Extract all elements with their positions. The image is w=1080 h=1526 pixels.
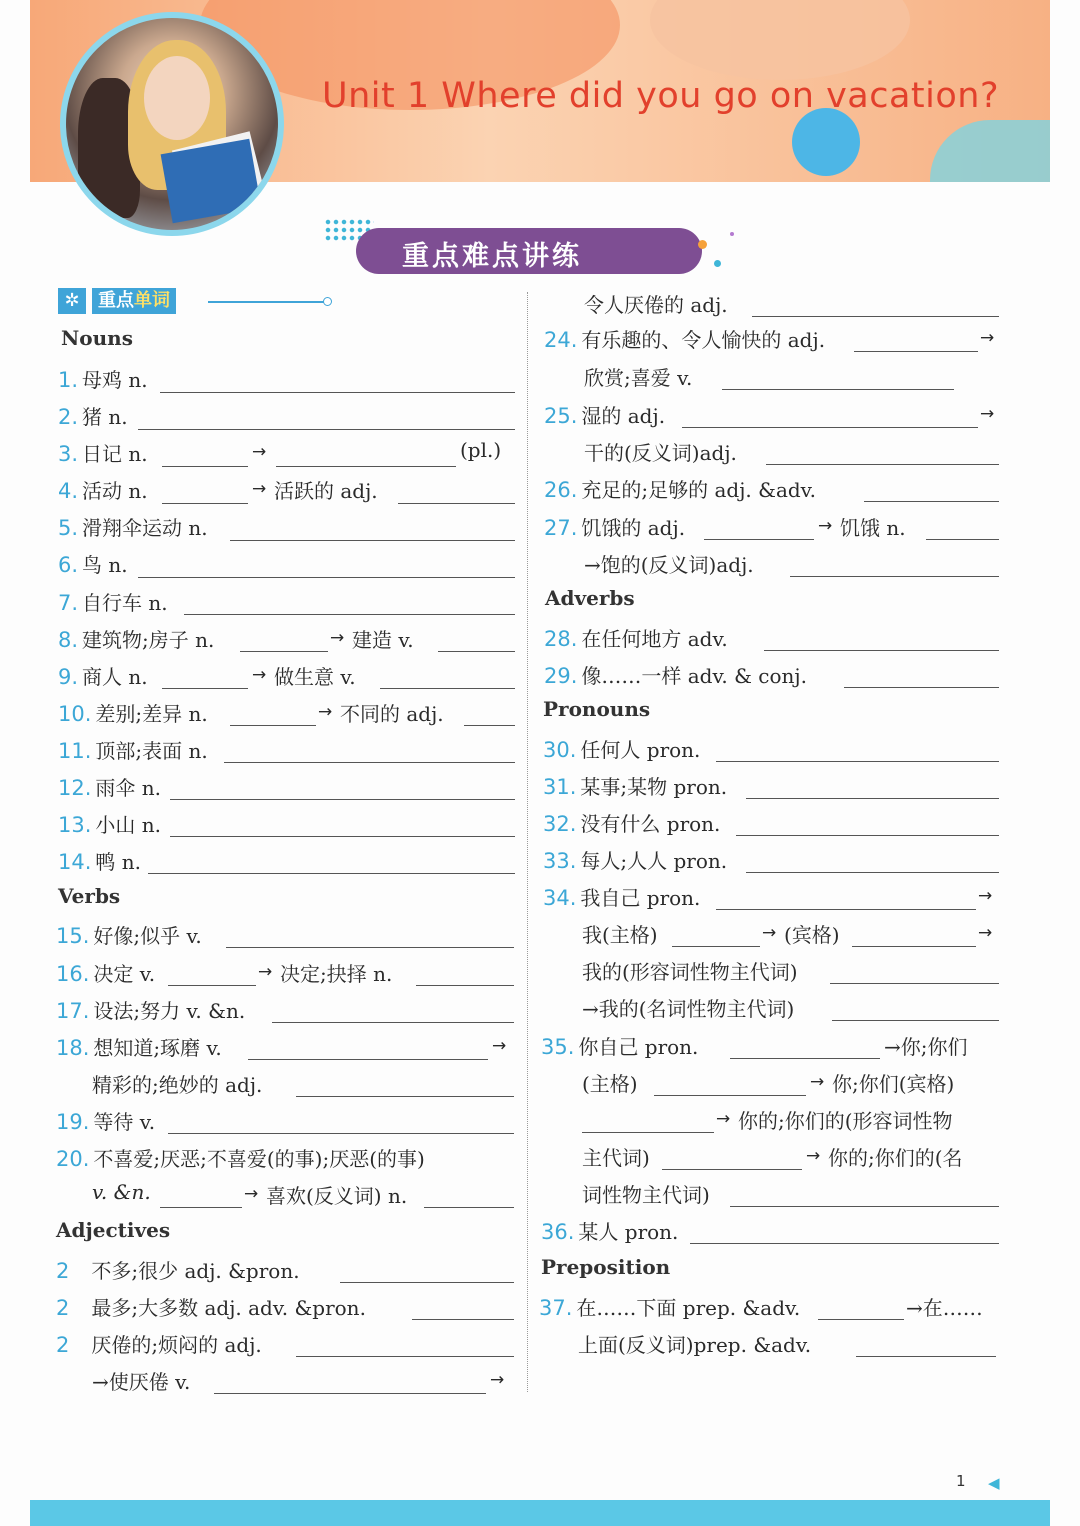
answer-blank[interactable] xyxy=(162,503,248,504)
item-prompt: 母鸡 n. xyxy=(82,368,148,392)
item-prompt: 小山 n. xyxy=(95,813,162,837)
vocab-item xyxy=(92,1180,151,1216)
vocab-item xyxy=(56,1032,222,1068)
vocab-label-suffix: 单词 xyxy=(134,290,170,311)
item-number: 10. xyxy=(58,702,92,726)
item-mid-text: (宾格) xyxy=(784,923,840,947)
answer-blank[interactable] xyxy=(424,1207,514,1208)
vocab-item xyxy=(543,808,720,844)
answer-blank[interactable] xyxy=(832,1020,999,1021)
item-prompt: 设法;努力 v. &n. xyxy=(93,999,246,1023)
vocab-item xyxy=(92,1069,262,1105)
answer-blank[interactable] xyxy=(380,688,515,689)
item-number: 31. xyxy=(543,775,577,799)
item-tail xyxy=(906,1292,983,1328)
vocab-item xyxy=(584,289,728,325)
vocab-item xyxy=(56,1255,300,1291)
item-prompt: 决定 v. xyxy=(93,962,156,986)
item-mid-text: 喜欢(反义词) n. xyxy=(266,1184,408,1208)
photo-figure xyxy=(161,139,262,224)
answer-blank[interactable] xyxy=(230,540,515,541)
item-mid xyxy=(840,512,906,548)
vocab-item xyxy=(544,324,825,360)
vocab-item xyxy=(58,549,128,585)
arrow-icon: → xyxy=(258,962,273,982)
item-mid xyxy=(266,1180,407,1216)
answer-blank[interactable] xyxy=(464,725,515,726)
vocab-label xyxy=(92,288,176,314)
item-prompt: 猪 n. xyxy=(82,405,128,429)
item-prompt: →使厌倦 v. xyxy=(92,1370,191,1394)
answer-blank[interactable] xyxy=(296,1356,514,1357)
answer-blank[interactable] xyxy=(736,835,999,836)
item-prompt: 像……一样 adv. & conj. xyxy=(581,664,807,688)
answer-blank[interactable] xyxy=(138,429,515,430)
vocab-item xyxy=(58,809,161,845)
vocab-item xyxy=(58,401,128,437)
vocab-icon: ✲ xyxy=(58,288,86,314)
decor-dot xyxy=(714,260,721,267)
arrow-icon: → xyxy=(330,628,345,648)
answer-blank[interactable] xyxy=(276,466,456,467)
answer-blank[interactable] xyxy=(226,947,514,948)
item-mid-text: 建造 v. xyxy=(352,628,414,652)
vocab-item xyxy=(58,364,148,400)
vocab-item xyxy=(582,1068,638,1104)
answer-blank[interactable] xyxy=(790,576,999,577)
item-mid-text: 决定;抉择 n. xyxy=(280,962,393,986)
vocab-item xyxy=(578,1329,811,1365)
answer-blank[interactable] xyxy=(752,316,999,317)
answer-blank[interactable] xyxy=(730,1058,880,1059)
item-mid xyxy=(280,958,392,994)
item-prompt: 不多;很少 adj. &pron. xyxy=(91,1259,300,1283)
item-mid-text: 你的;你们的(形容词性物 xyxy=(738,1109,953,1133)
item-number: 28. xyxy=(544,627,578,651)
vocab-item xyxy=(544,474,816,510)
vocab-item xyxy=(56,920,202,956)
item-prompt: 雨伞 n. xyxy=(95,776,162,800)
item-number: 30. xyxy=(543,738,577,762)
item-prompt: 词性物主代词) xyxy=(582,1183,710,1207)
answer-blank[interactable] xyxy=(682,427,978,428)
item-number: 14. xyxy=(58,850,92,874)
answer-blank[interactable] xyxy=(412,1319,514,1320)
item-number: 6. xyxy=(58,553,79,577)
item-mid-text: 你;你们(宾格) xyxy=(832,1072,955,1096)
item-mid xyxy=(832,1068,954,1104)
answer-blank[interactable] xyxy=(854,351,978,352)
unit-title: Unit 1 Where did you go on vacation? xyxy=(322,76,1000,116)
item-number: 15. xyxy=(56,924,90,948)
answer-blank[interactable] xyxy=(730,1206,999,1207)
item-tail-text: →在…… xyxy=(906,1296,983,1320)
item-mid-text: 活跃的 adj. xyxy=(274,479,378,503)
item-number: 16. xyxy=(56,962,90,986)
item-prompt: 令人厌倦的 adj. xyxy=(584,293,728,317)
item-prompt: 顶部;表面 n. xyxy=(95,739,208,763)
vocab-item xyxy=(58,438,148,474)
vocab-item xyxy=(543,882,700,918)
vocab-item xyxy=(544,400,665,436)
answer-blank[interactable] xyxy=(818,1319,904,1320)
section-title: 重点难点讲练 xyxy=(402,241,582,272)
item-number: 19. xyxy=(56,1110,90,1134)
arrow-icon: → xyxy=(490,1370,505,1390)
answer-blank[interactable] xyxy=(704,539,814,540)
item-number: 27. xyxy=(544,516,578,540)
arrow-icon: → xyxy=(978,886,993,906)
item-suffix-text: (pl.) xyxy=(460,438,502,462)
vocab-item xyxy=(582,919,658,955)
arrow-icon: → xyxy=(252,442,267,462)
vocab-item xyxy=(58,698,208,734)
vocab-item xyxy=(543,771,727,807)
item-prompt: (主格) xyxy=(582,1072,638,1096)
answer-blank[interactable] xyxy=(926,539,999,540)
item-prompt: 我(主格) xyxy=(582,923,658,947)
item-prompt: 等待 v. xyxy=(93,1110,156,1134)
item-prompt: 鸭 n. xyxy=(95,850,142,874)
item-prompt: →饱的(反义词)adj. xyxy=(584,553,754,577)
answer-blank[interactable] xyxy=(160,392,515,393)
item-prompt: 好像;似乎 v. xyxy=(93,924,202,948)
vocab-item xyxy=(582,1179,710,1215)
vocab-item xyxy=(539,1292,800,1328)
answer-blank[interactable] xyxy=(224,762,515,763)
item-prompt: 建筑物;房子 n. xyxy=(82,628,215,652)
item-number: 26. xyxy=(544,478,578,502)
page-arrow-icon: ◀ xyxy=(988,1474,1000,1492)
item-number: 29. xyxy=(544,664,578,688)
item-prompt: 每人;人人 pron. xyxy=(580,849,728,873)
item-prompt: 日记 n. xyxy=(82,442,148,466)
item-number: 34. xyxy=(543,886,577,910)
item-mid xyxy=(784,919,840,955)
item-prompt: 想知道;琢磨 v. xyxy=(93,1036,222,1060)
answer-blank[interactable] xyxy=(856,1356,996,1357)
arrow-icon: → xyxy=(980,404,995,424)
answer-blank[interactable] xyxy=(764,650,999,651)
page-number: 1 xyxy=(956,1472,966,1490)
vocab-item xyxy=(58,735,208,771)
answer-blank[interactable] xyxy=(766,464,999,465)
arrow-icon: → xyxy=(810,1072,825,1092)
photo-figure xyxy=(144,56,210,140)
vocab-label-prefix: 重点 xyxy=(98,290,134,311)
item-mid-text: 做生意 v. xyxy=(274,665,356,689)
answer-blank[interactable] xyxy=(148,873,515,874)
item-prompt: 厌倦的;烦闷的 adj. xyxy=(91,1333,262,1357)
vocab-item xyxy=(56,1329,262,1365)
item-number: 5. xyxy=(58,516,79,540)
vocab-item xyxy=(56,1106,155,1142)
answer-blank[interactable] xyxy=(438,651,515,652)
item-number: 35. xyxy=(541,1035,575,1059)
answer-blank[interactable] xyxy=(852,946,976,947)
item-prompt: 有乐趣的、令人愉快的 adj. xyxy=(581,328,826,352)
vocab-item xyxy=(544,660,807,696)
item-prompt: 没有什么 pron. xyxy=(580,812,721,836)
answer-blank[interactable] xyxy=(844,687,999,688)
item-number: 25. xyxy=(544,404,578,428)
heading-nouns: Nouns xyxy=(61,326,133,350)
vocab-item xyxy=(582,993,794,1029)
column-divider xyxy=(527,292,528,1392)
answer-blank[interactable] xyxy=(240,651,328,652)
vocab-item xyxy=(544,512,685,548)
arrow-icon: → xyxy=(252,479,267,499)
item-number: 3. xyxy=(58,442,79,466)
answer-blank[interactable] xyxy=(170,799,515,800)
item-prompt: 滑翔伞运动 n. xyxy=(82,516,208,540)
decor-shape xyxy=(930,120,1050,182)
answer-blank[interactable] xyxy=(168,985,256,986)
vocab-item xyxy=(541,1216,678,1252)
item-number: 9. xyxy=(58,665,79,689)
answer-blank[interactable] xyxy=(416,985,514,986)
item-number: 17. xyxy=(56,999,90,1023)
answer-blank[interactable] xyxy=(690,1243,999,1244)
decor-dot xyxy=(730,232,734,236)
answer-blank[interactable] xyxy=(830,983,999,984)
heading-pronouns: Pronouns xyxy=(543,697,651,721)
answer-blank[interactable] xyxy=(654,1095,806,1096)
vocab-item xyxy=(56,958,155,994)
item-prompt: 鸟 n. xyxy=(82,553,128,577)
answer-blank[interactable] xyxy=(160,1207,242,1208)
answer-blank[interactable] xyxy=(340,1282,514,1283)
item-prompt: 某事;某物 pron. xyxy=(580,775,728,799)
item-prompt: 我自己 pron. xyxy=(580,886,701,910)
item-number: 13. xyxy=(58,813,92,837)
item-prompt: 某人 pron. xyxy=(578,1220,679,1244)
item-mid xyxy=(738,1105,953,1141)
vocab-line xyxy=(208,301,324,303)
item-prompt: v. &n. xyxy=(92,1180,151,1204)
vocab-item xyxy=(584,362,692,398)
answer-blank[interactable] xyxy=(162,466,248,467)
vocab-item xyxy=(58,846,141,882)
item-tail xyxy=(884,1031,968,1067)
item-prompt: 在……下面 prep. &adv. xyxy=(576,1296,801,1320)
item-number: 4. xyxy=(58,479,79,503)
item-number: 33. xyxy=(543,849,577,873)
item-number: 37. xyxy=(539,1296,573,1320)
item-prompt: 活动 n. xyxy=(82,479,148,503)
item-number: 2 xyxy=(56,1333,70,1357)
vocab-item xyxy=(58,587,168,623)
item-prompt: 最多;大多数 adj. adv. &pron. xyxy=(91,1296,366,1320)
arrow-icon: → xyxy=(762,923,777,943)
item-prompt: 精彩的;绝妙的 adj. xyxy=(92,1073,263,1097)
item-number: 36. xyxy=(541,1220,575,1244)
answer-blank[interactable] xyxy=(864,501,999,502)
item-number: 1. xyxy=(58,368,79,392)
students-photo xyxy=(60,12,284,236)
item-number: 11. xyxy=(58,739,92,763)
item-prompt: 干的(反义词)adj. xyxy=(584,441,737,465)
arrow-icon: → xyxy=(978,923,993,943)
answer-blank[interactable] xyxy=(168,1133,514,1134)
item-prompt: 你自己 pron. xyxy=(578,1035,699,1059)
item-prompt: 上面(反义词)prep. &adv. xyxy=(578,1333,812,1357)
item-prompt: 商人 n. xyxy=(82,665,148,689)
vocab-item xyxy=(584,549,754,585)
item-number: 18. xyxy=(56,1036,90,1060)
item-prompt: 充足的;足够的 adj. &adv. xyxy=(581,478,816,502)
item-number: 24. xyxy=(544,328,578,352)
vocab-item xyxy=(58,512,208,548)
vocab-item xyxy=(58,475,148,511)
vocab-item xyxy=(584,437,737,473)
vocab-item xyxy=(56,1292,366,1328)
item-prompt: 任何人 pron. xyxy=(580,738,701,762)
item-prompt: 自行车 n. xyxy=(82,591,168,615)
answer-blank[interactable] xyxy=(716,909,976,910)
item-number: 2 xyxy=(56,1259,70,1283)
vocab-item xyxy=(582,1142,650,1178)
arrow-icon: → xyxy=(318,702,333,722)
arrow-icon: → xyxy=(252,665,267,685)
item-number: 8. xyxy=(58,628,79,652)
vocab-item xyxy=(544,623,728,659)
heading-verbs: Verbs xyxy=(58,884,121,908)
decor-blob xyxy=(650,0,910,80)
vocab-item xyxy=(56,1143,425,1179)
answer-blank[interactable] xyxy=(184,614,515,615)
item-tail-text: →你;你们 xyxy=(884,1035,968,1059)
vocab-item xyxy=(582,956,798,992)
answer-blank[interactable] xyxy=(672,946,760,947)
vocab-item xyxy=(541,1031,698,1067)
vocab-item xyxy=(543,845,727,881)
answer-blank[interactable] xyxy=(582,1132,714,1133)
answer-blank[interactable] xyxy=(214,1393,486,1394)
answer-blank[interactable] xyxy=(138,577,515,578)
arrow-icon: → xyxy=(818,516,833,536)
heading-adjectives: Adjectives xyxy=(56,1218,171,1242)
answer-blank[interactable] xyxy=(248,1059,488,1060)
arrow-icon: → xyxy=(492,1036,507,1056)
item-suffix xyxy=(460,438,501,474)
item-mid xyxy=(828,1142,963,1178)
item-prompt: →我的(名词性物主代词) xyxy=(582,997,795,1021)
answer-blank[interactable] xyxy=(296,1096,514,1097)
arrow-icon: → xyxy=(244,1184,259,1204)
vocab-item xyxy=(58,624,214,660)
item-prompt: 在任何地方 adv. xyxy=(581,627,728,651)
answer-blank[interactable] xyxy=(722,389,954,390)
vocab-item xyxy=(58,661,148,697)
vocab-item xyxy=(56,995,245,1031)
item-mid xyxy=(274,661,356,697)
item-number: 7. xyxy=(58,591,79,615)
item-prompt: 我的(形容词性物主代词) xyxy=(582,960,798,984)
answer-blank[interactable] xyxy=(170,836,515,837)
item-mid xyxy=(274,475,378,511)
item-prompt: 湿的 adj. xyxy=(581,404,666,428)
section-banner xyxy=(356,228,702,274)
item-prompt: 差别;差异 n. xyxy=(95,702,208,726)
heading-preposition: Preposition xyxy=(541,1255,671,1279)
decor-circle xyxy=(792,108,860,176)
item-prompt: 主代词) xyxy=(582,1146,650,1170)
answer-blank[interactable] xyxy=(716,761,999,762)
item-number: 2 xyxy=(56,1296,70,1320)
vocab-item xyxy=(92,1366,190,1402)
answer-blank[interactable] xyxy=(272,1022,514,1023)
item-number: 20. xyxy=(56,1147,90,1171)
answer-blank[interactable] xyxy=(230,725,316,726)
item-mid-text: 不同的 adj. xyxy=(340,702,444,726)
answer-blank[interactable] xyxy=(746,798,999,799)
arrow-icon: → xyxy=(806,1146,821,1166)
arrow-icon: → xyxy=(980,328,995,348)
item-prompt: 不喜爱;厌恶;不喜爱(的事);厌恶(的事) xyxy=(93,1147,425,1171)
item-mid xyxy=(340,698,444,734)
item-mid xyxy=(352,624,414,660)
answer-blank[interactable] xyxy=(746,872,999,873)
answer-blank[interactable] xyxy=(398,503,515,504)
decor-dot xyxy=(698,240,707,249)
vocab-item xyxy=(58,772,161,808)
footer-bar xyxy=(30,1500,1050,1526)
item-mid-text: 你的;你们的(名 xyxy=(828,1146,963,1170)
answer-blank[interactable] xyxy=(162,688,248,689)
item-prompt: 饥饿的 adj. xyxy=(581,516,686,540)
arrow-icon: → xyxy=(716,1109,731,1129)
item-number: 2. xyxy=(58,405,79,429)
item-number: 32. xyxy=(543,812,577,836)
item-prompt: 欣赏;喜爱 v. xyxy=(584,366,693,390)
item-number: 12. xyxy=(58,776,92,800)
heading-adverbs: Adverbs xyxy=(545,586,635,610)
item-mid-text: 饥饿 n. xyxy=(840,516,906,540)
vocab-item xyxy=(543,734,700,770)
answer-blank[interactable] xyxy=(662,1169,802,1170)
